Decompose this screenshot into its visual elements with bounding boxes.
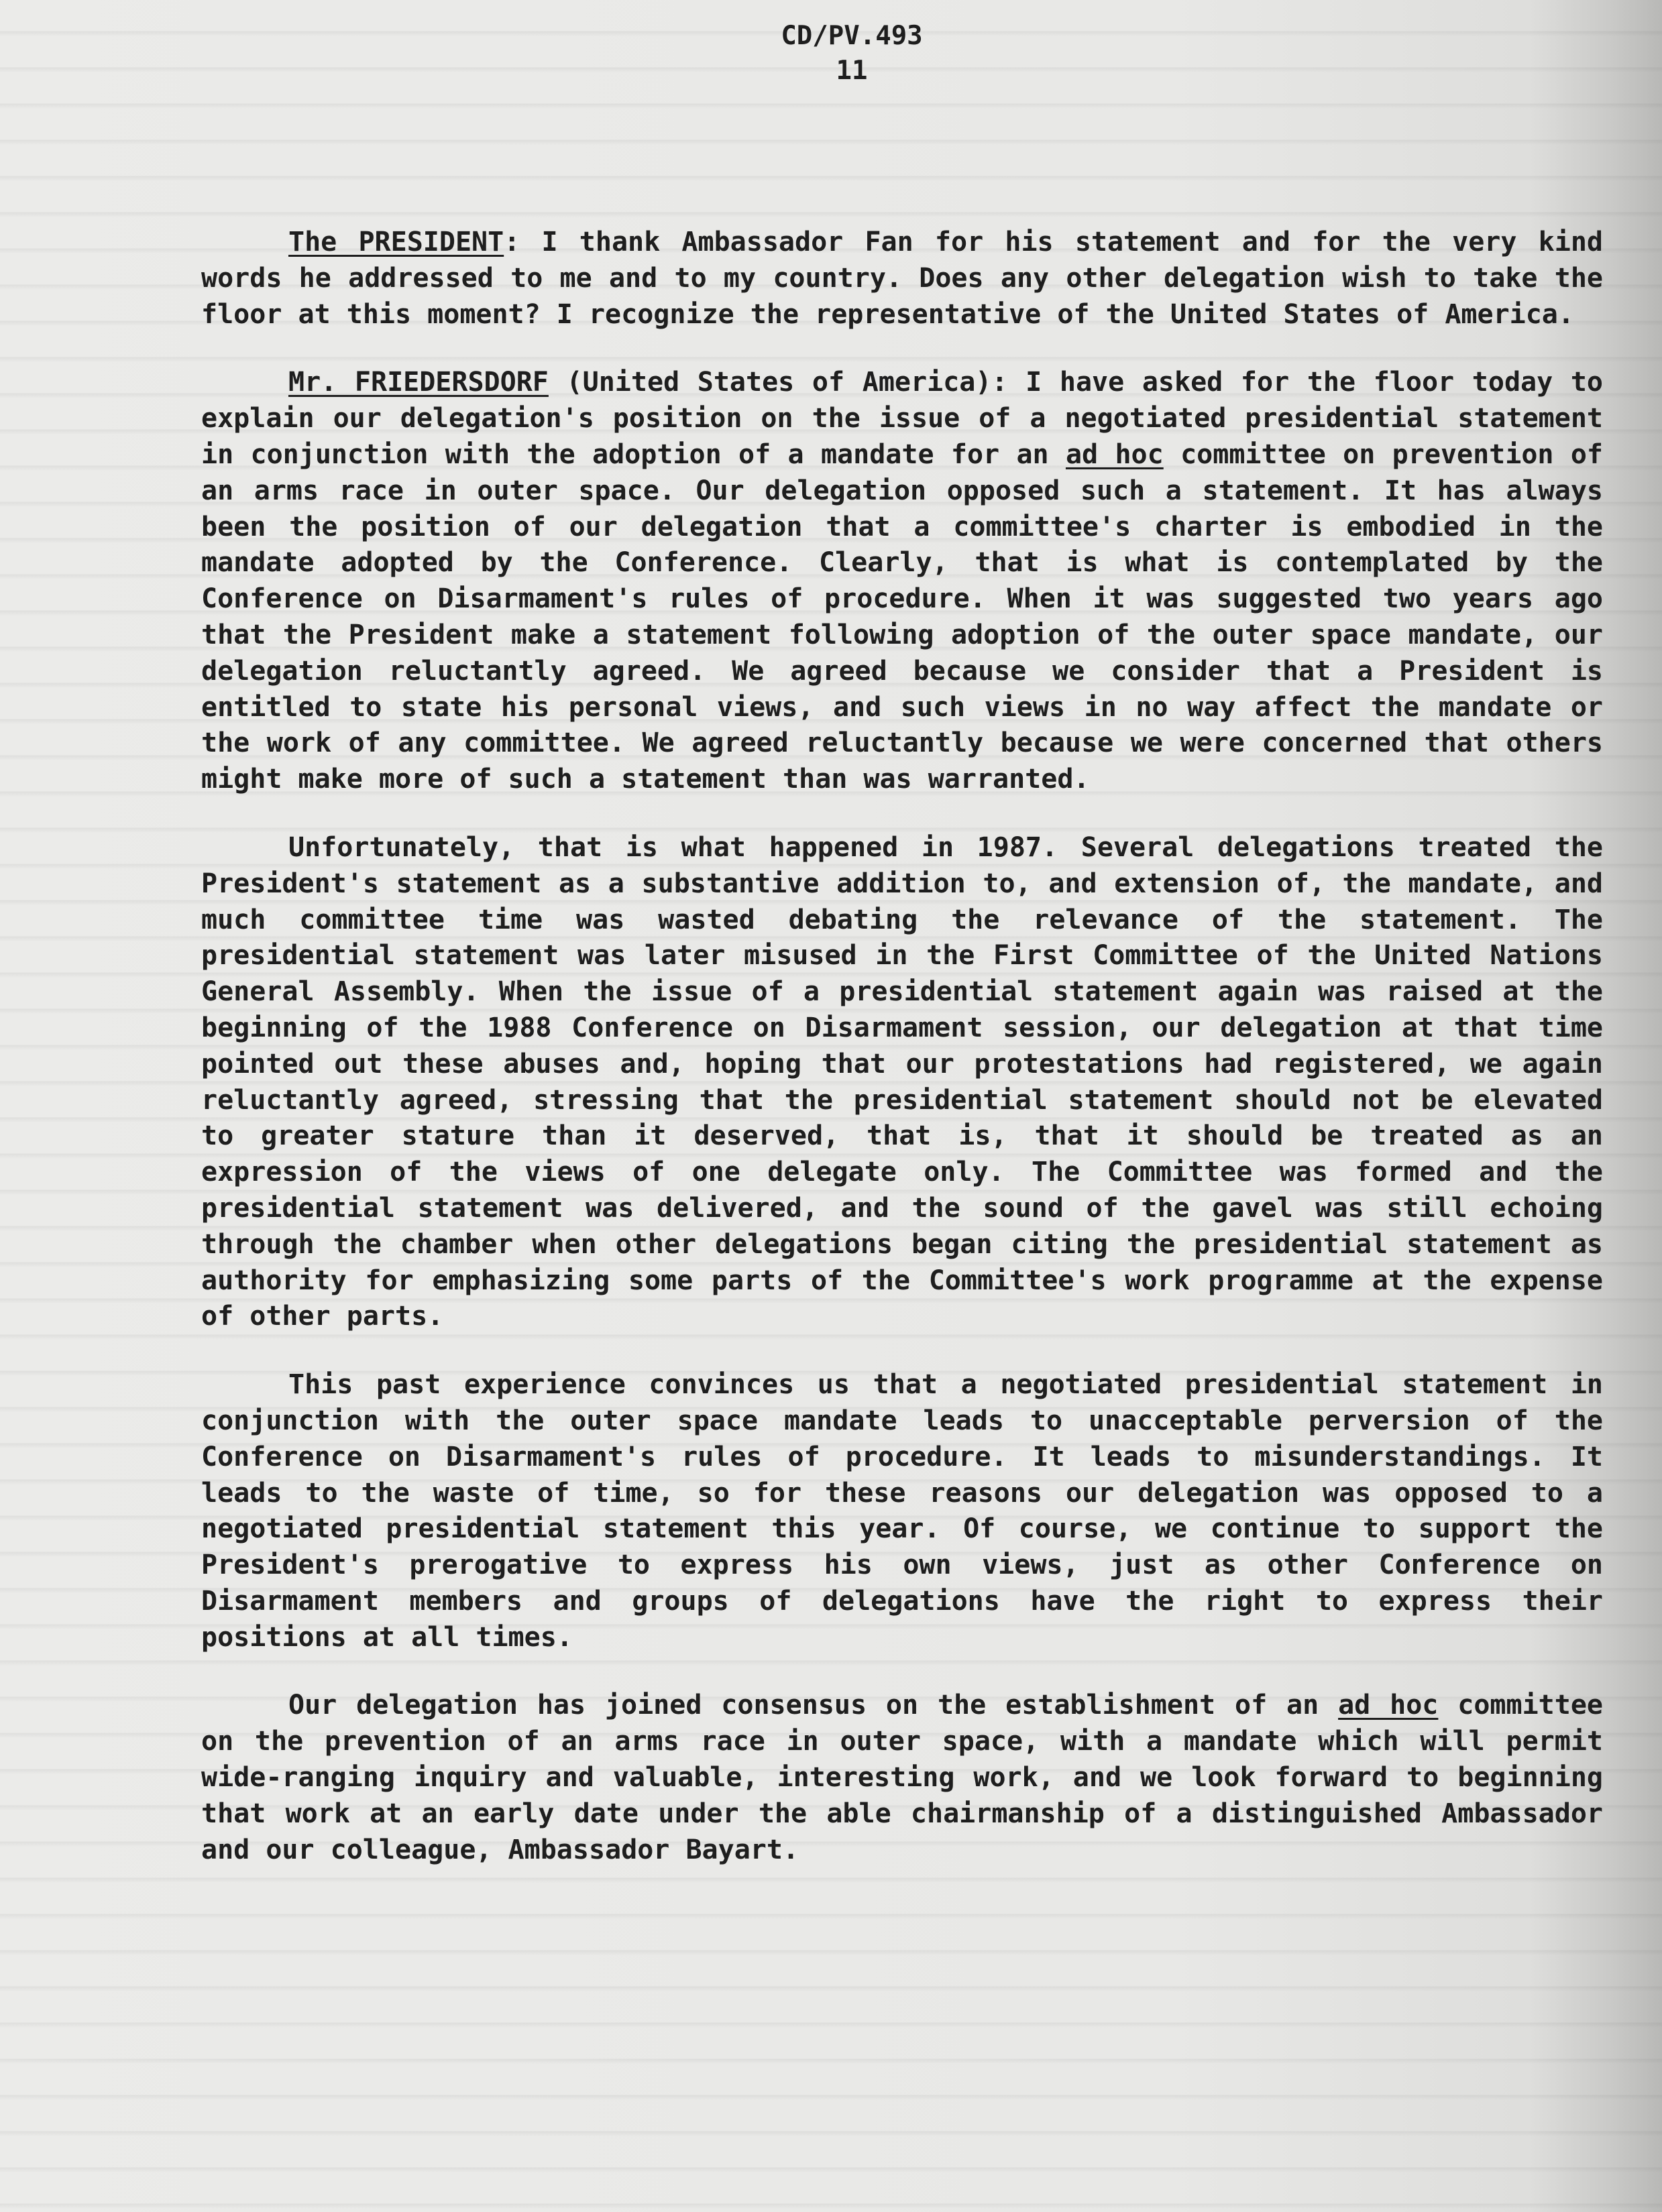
speaker-name: Mr. FRIEDERSDORF (288, 367, 549, 398)
paragraph-1987 (201, 830, 1603, 1335)
paragraph-past-experience (201, 1367, 1603, 1655)
paragraph-president (201, 225, 1603, 333)
speaker-name: The PRESIDENT (288, 227, 504, 257)
document-body (201, 225, 1603, 1900)
page-header (758, 19, 946, 89)
paragraph-text: committee on prevention of an arms race in outer space. Our delegation opposed such a statement. It has always been the position of our delegation that a committee's charter is embodied in the mandate adopted by the Conference. Clearly, that is what is contemplated by the Conference on Disarmament's rules of procedure. When it was suggested two years ago that the President make a statement following adoption of the outer space mandate, our delegation reluctantly agreed. We agreed because we consider that a President is entitled to state his personal views, and such views in no way affect the mandate or the work of any committee. We agreed reluctantly because we were concerned that others might make more of such a statement than was warranted. (201, 439, 1603, 795)
document-symbol: CD/PV.493 (781, 21, 923, 51)
paragraph-consensus (201, 1688, 1603, 1868)
paragraph-text: Unfortunately, that is what happened in 1987. Several delegations treated the President's statement as a substantive addition to, and extension of, the mandate, and much committee time was wasted debating the relevance of the statement. The presidential statement was later misused in the First Committee of the United Nations General Assembly. When the issue of a presidential statement again was raised at the beginning of the 1988 Conference on Disarmament session, our delegation at that time pointed out these abuses and, hoping that our protestations had registered, we again reluctantly agreed, stressing that the presidential statement should not be elevated to greater stature than it deserved, that is, that it should be treated as an expression of the views of one delegate only. The Committee was formed and the presidential statement was delivered, and the sound of the gavel was still echoing through the chamber when other delegations began citing the presidential statement as authority for emphasizing some parts of the Committee's work programme at the expense of other parts. (201, 831, 1603, 1332)
paragraph-text: committee on the prevention of an arms race in outer space, with a mandate which will permit wide-ranging inquiry and valuable, interesting work, and we look forward to beginning that work at an early date under the able chairmanship of a distinguished Ambassador and our colleague, Ambassador Bayart. (201, 1690, 1604, 1865)
paragraph-text: (United States of America): I have asked for the floor today to explain our delegation's position on the issue of a negotiated presidential statement in conjunction with the adoption of a mandate for an (201, 367, 1604, 470)
speaker-separator: : (504, 227, 520, 257)
ad-hoc-term: ad hoc (1338, 1690, 1439, 1721)
paragraph-friedersdorf (201, 365, 1603, 798)
paragraph-text: Our delegation has joined consensus on the establishment of an (288, 1690, 1339, 1721)
page-number: 11 (836, 56, 868, 86)
ad-hoc-term: ad hoc (1065, 439, 1164, 470)
paragraph-text: I thank Ambassador Fan for his statement and for the very kind words he addressed to me and to my country. Does any other delegation wish to take the floor at this moment? I recognize the representative of the United States of America. (201, 227, 1603, 330)
paragraph-text: This past experience convinces us that a negotiated presidential statement in conjunction with the outer space mandate leads to unacceptable perversion of the Conference on Disarmament's rules of procedure. It leads to misunderstandings. It leads to the waste of time, so for these reasons our delegation was opposed to a negotiated presidential statement this year. Of course, we continue to support the President's prerogative to express his own views, just as other Conference on Disarmament members and groups of delegations have the right to express their positions at all times. (201, 1369, 1603, 1653)
